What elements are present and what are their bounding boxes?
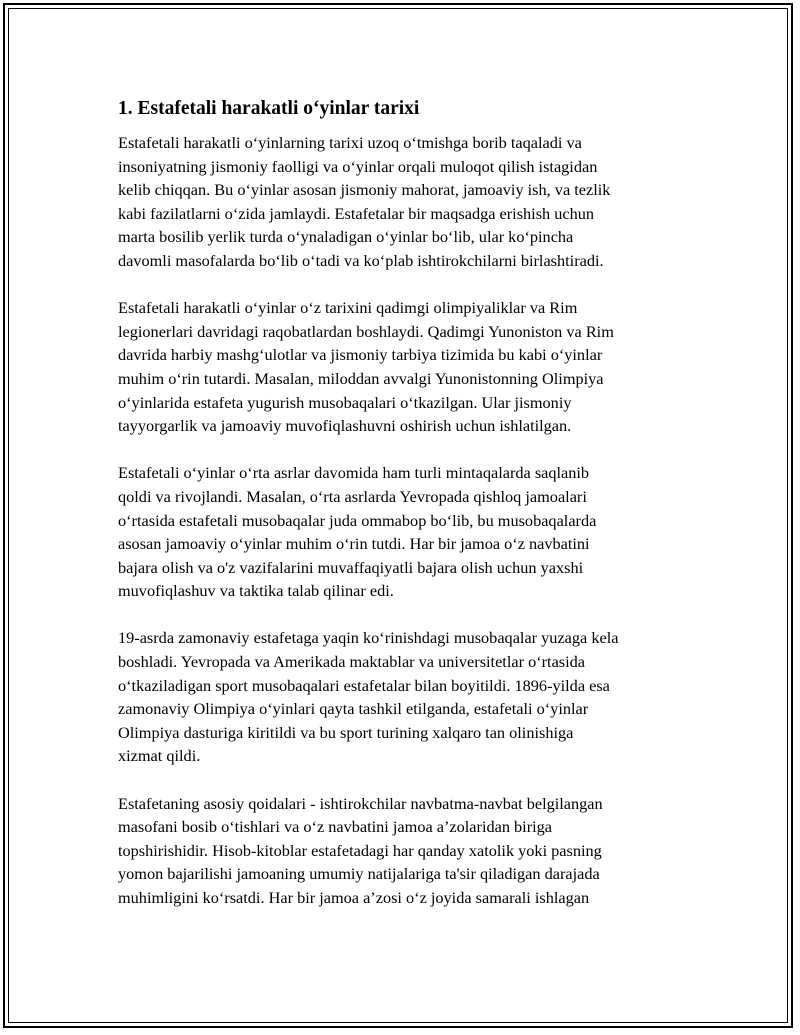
section-heading: 1. Estafetali harakatli o‘yinlar tarixi [118, 98, 420, 119]
paragraph-line: muhimligini ko‘rsatdi. Har bir jamoa a’zosi o‘z joyida samarali ishlagan [118, 888, 590, 907]
paragraph-line: davrida harbiy mashg‘ulotlar va jismoniy tarbiya tizimida bu kabi o‘yinlar [118, 345, 603, 365]
paragraph-line: yomon bajarilishi jamoaning umumiy natijalariga ta'sir qiladigan darajada [118, 864, 600, 884]
paragraph-line: o‘yinlarida estafeta yugurish musobaqalari o‘tkazilgan. Ular jismoniy [118, 392, 572, 412]
paragraph-line: bajara olish va o'z vazifalarini muvaffaqiyatli bajara olish uchun yaxshi [118, 557, 584, 577]
paragraph-line: o‘tkaziladigan sport musobaqalari estafetalar bilan boyitildi. 1896-yilda esa [118, 675, 610, 695]
paragraph-line: muhim o‘rin tutardi. Masalan, miloddan avvalgi Yunonistonning Olimpiya [118, 368, 604, 388]
paragraph-line: Estafetaning asosiy qoidalari - ishtirokchilar navbatma-navbat belgilangan [118, 793, 603, 813]
paragraph-5 [118, 792, 688, 910]
paragraph-line: davomli masofalarda bo‘lib o‘tadi va ko‘plab ishtirokchilarni birlashtiradi. [118, 250, 604, 270]
paragraph-line: Estafetali harakatli o‘yinlar o‘z tarixini qadimgi olimpiyaliklar va Rim [118, 298, 578, 318]
paragraph-line: muvofiqlashuv va taktika talab qilinar edi. [118, 581, 394, 601]
paragraph-line: marta bosilib yerlik turda o‘ynaladigan o‘yinlar bo‘lib, ular ko‘pincha [118, 227, 574, 247]
paragraph-1 [118, 131, 688, 273]
paragraph-line: legionerlari davridagi raqobatlardan boshlaydi. Qadimgi Yunoniston va Rim [118, 321, 614, 341]
paragraph-line: o‘rtasida estafetali musobaqalar juda ommabop bo‘lib, bu musobaqalarda [118, 510, 597, 530]
paragraph-line: 19-asrda zamonaviy estafetaga yaqin ko‘rinishdagi musobaqalar yuzaga kela [118, 628, 619, 648]
document-body [118, 96, 688, 933]
paragraph-2 [118, 296, 688, 438]
paragraph-line: topshirishidir. Hisob-kitoblar estafetadagi har qanday xatolik yoki pasning [118, 840, 602, 860]
paragraph-4 [118, 626, 688, 768]
paragraph-line: zamonaviy Olimpiya o‘yinlari qayta tashkil etilganda, estafetali o‘yinlar [118, 699, 589, 719]
paragraph-line: kabi fazilatlarni o‘zida jamlaydi. Estafetalar bir maqsadga erishish uchun [118, 203, 595, 223]
paragraph-line: tayyorgarlik va jamoaviy muvofiqlashuvni oshirish uchun ishlatilgan. [118, 416, 572, 436]
paragraph-line: Estafetali o‘yinlar o‘rta asrlar davomida ham turli mintaqalarda saqlanib [118, 463, 590, 483]
paragraph-line: asosan jamoaviy o‘yinlar muhim o‘rin tutdi. Har bir jamoa o‘z navbatini [118, 534, 590, 554]
paragraph-line: xizmat qildi. [118, 746, 201, 766]
paragraph-line: insoniyatning jismoniy faolligi va o‘yinlar orqali muloqot qilish istagidan [118, 156, 598, 176]
paragraph-line: Estafetali harakatli o‘yinlarning tarixi uzoq o‘tmishga borib taqaladi va [118, 133, 582, 152]
paragraph-3 [118, 461, 688, 603]
paragraph-line: masofani bosib o‘tishlari va o‘z navbatini jamoa a’zolaridan biriga [118, 817, 553, 837]
paragraph-line: qoldi va rivojlandi. Masalan, o‘rta asrlarda Yevropada qishloq jamoalari [118, 486, 587, 506]
paragraph-line: boshladi. Yevropada va Amerikada maktablar va universitetlar o‘rtasida [118, 652, 586, 672]
paragraph-line: kelib chiqqan. Bu o‘yinlar asosan jismoniy mahorat, jamoaviy ish, va tezlik [118, 180, 611, 200]
paragraph-line: Olimpiya dasturiga kiritildi va bu sport turining xalqaro tan olinishiga [118, 722, 574, 742]
